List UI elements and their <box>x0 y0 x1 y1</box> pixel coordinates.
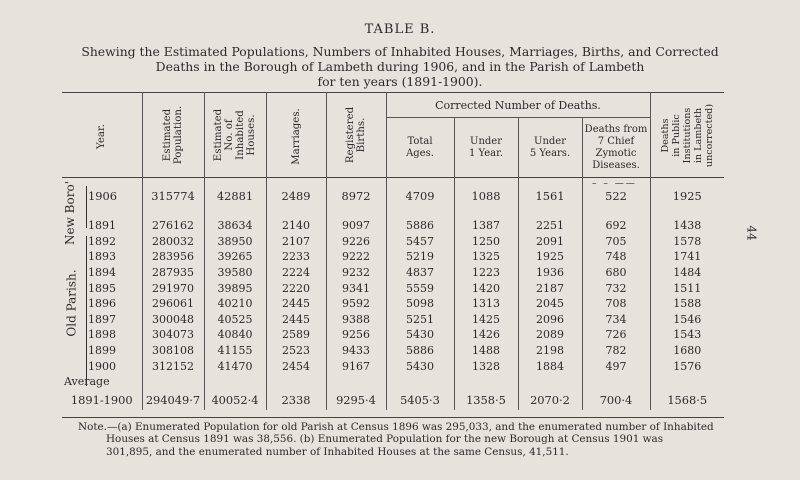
zymotic-cell: 734 <box>582 312 650 328</box>
under1-cell: 1387 <box>454 218 518 234</box>
institutions-cell: 1588 <box>650 296 724 312</box>
year-cell: 1899 <box>88 344 116 358</box>
header-inhabited-houses: Estimated No. of Inhabited Houses. <box>204 93 266 178</box>
table-row <box>62 343 724 359</box>
year-cell: 1896 <box>88 297 116 311</box>
under1-cell: 1358·5 <box>454 390 518 410</box>
total-deaths-cell: 5098 <box>386 296 454 312</box>
group-label-old-parish: Old Parish. <box>64 269 79 337</box>
institutions-cell: 1925 <box>650 178 724 215</box>
page-number: 44 <box>744 225 759 241</box>
statistics-table <box>62 92 724 410</box>
header-estimated-population: Estimated Population. <box>142 93 204 178</box>
zymotic-cell: 680 <box>582 265 650 281</box>
institutions-cell: 1568·5 <box>650 390 724 410</box>
under5-cell: 2187 <box>518 280 582 296</box>
marriages-cell: 2140 <box>266 218 326 234</box>
total-deaths-cell: 5559 <box>386 280 454 296</box>
births-cell: 9433 <box>326 343 386 359</box>
header-marriages: Marriages. <box>266 93 326 178</box>
under5-cell: 2096 <box>518 312 582 328</box>
subtitle-line: Deaths in the Borough of Lambeth during 1906, and in the Parish of Lambeth <box>155 59 645 74</box>
houses-cell: 41470 <box>204 358 266 374</box>
brace-new-boro <box>86 186 87 228</box>
total-deaths-cell: 4709 <box>386 178 454 215</box>
year-cell: 1897 <box>88 312 116 326</box>
total-deaths-cell: 4837 <box>386 265 454 281</box>
institutions-cell: 1546 <box>650 312 724 328</box>
header-year: Year. <box>96 123 108 149</box>
average-label: Average <box>64 375 110 389</box>
note-line: 301,895, and the enumerated number of Inhabited Houses at the same Census, 41,511. <box>106 445 569 458</box>
note-line: Note.—(a) Enumerated Population for old Parish at Census 1896 was 295,033, and the enumerated number of Inhabited <box>78 421 714 433</box>
subtitle-line: Shewing the Estimated Populations, Numbers of Inhabited Houses, Marriages, Births, and Corrected <box>81 44 719 59</box>
houses-cell: 38634 <box>204 218 266 234</box>
zymotic-cell: 726 <box>582 327 650 343</box>
table-row <box>62 249 724 265</box>
births-cell: 9097 <box>326 218 386 234</box>
under1-cell: 1250 <box>454 234 518 250</box>
total-deaths-cell: 5430 <box>386 358 454 374</box>
dash-mark: – – —— <box>592 179 637 189</box>
population-cell: 300048 <box>142 312 204 328</box>
table-row <box>62 218 724 234</box>
houses-cell: 39265 <box>204 249 266 265</box>
births-cell: 9226 <box>326 234 386 250</box>
under1-cell: 1088 <box>454 178 518 215</box>
average-row <box>62 390 724 410</box>
table-title: TABLE B. <box>364 22 436 37</box>
births-cell: 9295·4 <box>326 390 386 410</box>
marriages-cell: 2338 <box>266 390 326 410</box>
header-total-ages: Total Ages. <box>386 118 454 178</box>
table-subtitle <box>70 44 730 89</box>
houses-cell: 40525 <box>204 312 266 328</box>
zymotic-cell: 700·4 <box>582 390 650 410</box>
year-cell: 1895 <box>88 281 116 295</box>
header-under-1: Under 1 Year. <box>454 118 518 178</box>
footnote <box>78 421 728 458</box>
under5-cell: 1884 <box>518 358 582 374</box>
header-zymotic: Deaths from 7 Chief Zymotic Diseases. <box>582 118 650 178</box>
header-births: Registered Births. <box>326 93 386 178</box>
subtitle-line: for ten years (1891-1900). <box>317 74 483 89</box>
under5-cell: 2091 <box>518 234 582 250</box>
institutions-cell: 1438 <box>650 218 724 234</box>
institutions-cell: 1578 <box>650 234 724 250</box>
population-cell: 312152 <box>142 358 204 374</box>
total-deaths-cell: 5219 <box>386 249 454 265</box>
marriages-cell: 2233 <box>266 249 326 265</box>
total-deaths-cell: 5430 <box>386 327 454 343</box>
population-cell: 315774 <box>142 178 204 215</box>
population-cell: 276162 <box>142 218 204 234</box>
table-bottom-rule <box>62 417 724 418</box>
under5-cell: 2198 <box>518 343 582 359</box>
header-corrected-deaths: Corrected Number of Deaths. <box>386 93 650 118</box>
zymotic-cell: 705 <box>582 234 650 250</box>
institutions-cell: 1484 <box>650 265 724 281</box>
under1-cell: 1325 <box>454 249 518 265</box>
year-cell: 1906 <box>88 189 117 203</box>
marriages-cell: 2523 <box>266 343 326 359</box>
year-cell: 1891 <box>88 219 116 233</box>
brace-old-parish <box>86 236 87 386</box>
institutions-cell: 1680 <box>650 343 724 359</box>
table-row <box>62 280 724 296</box>
marriages-cell: 2107 <box>266 234 326 250</box>
births-cell: 9341 <box>326 280 386 296</box>
population-cell: 283956 <box>142 249 204 265</box>
average-label-row <box>62 374 724 390</box>
houses-cell: 39580 <box>204 265 266 281</box>
table-row <box>62 312 724 328</box>
institutions-cell: 1576 <box>650 358 724 374</box>
total-deaths-cell: 5251 <box>386 312 454 328</box>
zymotic-cell: 497 <box>582 358 650 374</box>
table-row <box>62 358 724 374</box>
table-row <box>62 327 724 343</box>
under1-cell: 1425 <box>454 312 518 328</box>
marriages-cell: 2589 <box>266 327 326 343</box>
zymotic-cell: 782 <box>582 343 650 359</box>
marriages-cell: 2454 <box>266 358 326 374</box>
institutions-cell: 1741 <box>650 249 724 265</box>
houses-cell: 40052·4 <box>204 390 266 410</box>
note-line: Houses at Census 1891 was 38,556. (b) Enumerated Population for the new Borough at Census 1901 was <box>106 433 664 446</box>
under5-cell: 2089 <box>518 327 582 343</box>
total-deaths-cell: 5886 <box>386 218 454 234</box>
total-deaths-cell: 5886 <box>386 343 454 359</box>
table-row <box>62 234 724 250</box>
births-cell: 9232 <box>326 265 386 281</box>
births-cell: 9388 <box>326 312 386 328</box>
under1-cell: 1328 <box>454 358 518 374</box>
under5-cell: 1561 <box>518 178 582 215</box>
under1-cell: 1420 <box>454 280 518 296</box>
year-cell: 1893 <box>88 250 116 264</box>
institutions-cell: 1543 <box>650 327 724 343</box>
under1-cell: 1223 <box>454 265 518 281</box>
year-cell: 1900 <box>88 359 116 373</box>
births-cell: 9256 <box>326 327 386 343</box>
births-cell: 9592 <box>326 296 386 312</box>
under5-cell: 1925 <box>518 249 582 265</box>
births-cell: 9167 <box>326 358 386 374</box>
houses-cell: 40210 <box>204 296 266 312</box>
population-cell: 304073 <box>142 327 204 343</box>
under1-cell: 1313 <box>454 296 518 312</box>
houses-cell: 40840 <box>204 327 266 343</box>
zymotic-cell: 692 <box>582 218 650 234</box>
births-cell: 9222 <box>326 249 386 265</box>
year-cell: 1892 <box>88 234 116 248</box>
zymotic-cell: 522 <box>582 178 650 215</box>
average-period: 1891-1900 <box>70 392 133 407</box>
houses-cell: 38950 <box>204 234 266 250</box>
houses-cell: 41155 <box>204 343 266 359</box>
zymotic-cell: 708 <box>582 296 650 312</box>
table-row <box>62 296 724 312</box>
population-cell: 287935 <box>142 265 204 281</box>
population-cell: 296061 <box>142 296 204 312</box>
under1-cell: 1426 <box>454 327 518 343</box>
total-deaths-cell: 5457 <box>386 234 454 250</box>
population-cell: 308108 <box>142 343 204 359</box>
marriages-cell: 2224 <box>266 265 326 281</box>
population-cell: 280032 <box>142 234 204 250</box>
zymotic-cell: 748 <box>582 249 650 265</box>
total-deaths-cell: 5405·3 <box>386 390 454 410</box>
marriages-cell: 2220 <box>266 280 326 296</box>
under5-cell: 2045 <box>518 296 582 312</box>
group-label-new-boro: New Boro' <box>63 181 77 245</box>
marriages-cell: 2445 <box>266 312 326 328</box>
under1-cell: 1488 <box>454 343 518 359</box>
year-cell: 1894 <box>88 266 116 280</box>
zymotic-cell: 732 <box>582 280 650 296</box>
header-under-5: Under 5 Years. <box>518 118 582 178</box>
population-cell: 294049·7 <box>142 390 204 410</box>
population-cell: 291970 <box>142 280 204 296</box>
marriages-cell: 2489 <box>266 178 326 215</box>
under5-cell: 2251 <box>518 218 582 234</box>
institutions-cell: 1511 <box>650 280 724 296</box>
under5-cell: 2070·2 <box>518 390 582 410</box>
under5-cell: 1936 <box>518 265 582 281</box>
houses-cell: 42881 <box>204 178 266 215</box>
header-public-institutions: Deaths in Public Institutions in Lambeth uncorrected) <box>650 93 724 178</box>
year-cell: 1898 <box>88 328 116 342</box>
marriages-cell: 2445 <box>266 296 326 312</box>
houses-cell: 39895 <box>204 280 266 296</box>
births-cell: 8972 <box>326 178 386 215</box>
table-row <box>62 265 724 281</box>
